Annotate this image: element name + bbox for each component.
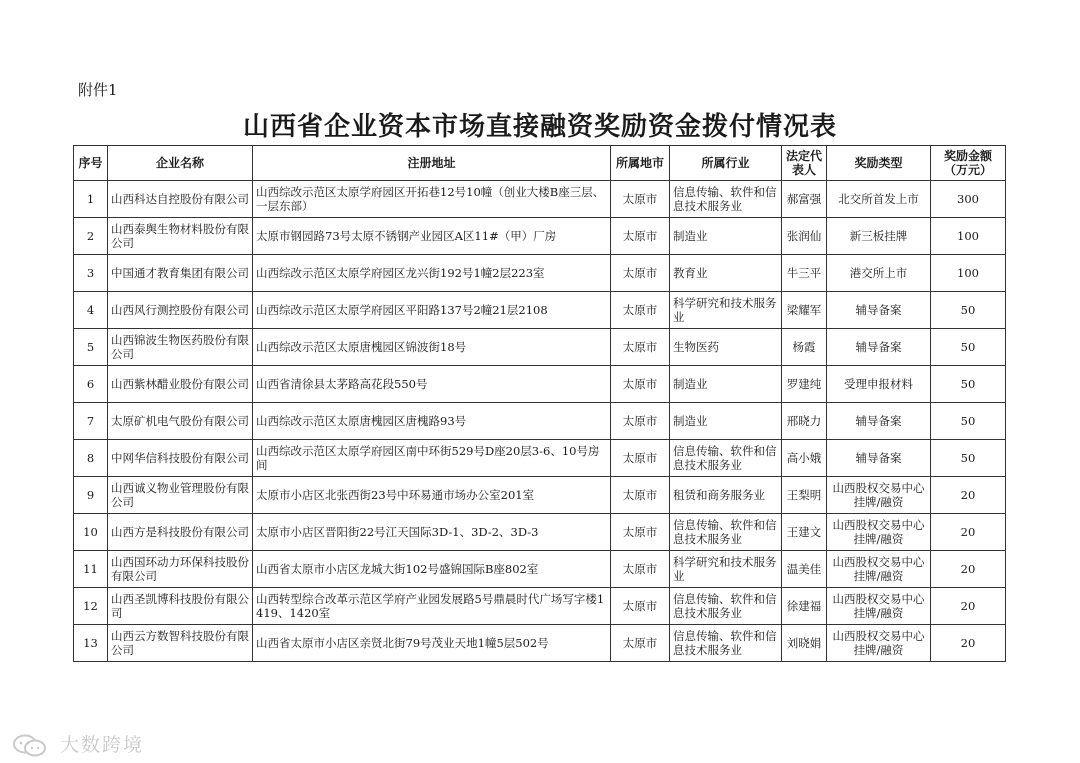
cell-company: 山西泰舆生物材料股份有限公司 [108,218,253,255]
cell-no: 1 [74,181,108,218]
cell-company: 山西方是科技股份有限公司 [108,514,253,551]
cell-city: 太原市 [611,440,670,477]
cell-amount: 50 [931,440,1006,477]
cell-company: 山西紫林醋业股份有限公司 [108,366,253,403]
cell-industry: 信息传输、软件和信息技术服务业 [670,625,782,662]
cell-company: 山西风行测控股份有限公司 [108,292,253,329]
table-row [74,292,1006,329]
table-row [74,588,1006,625]
cell-no: 9 [74,477,108,514]
cell-type: 山西股权交易中心挂牌/融资 [827,588,931,625]
cell-city: 太原市 [611,181,670,218]
cell-rep: 徐建福 [782,588,827,625]
cell-no: 12 [74,588,108,625]
cell-amount: 300 [931,181,1006,218]
reward-table [73,145,1006,662]
cell-city: 太原市 [611,514,670,551]
cell-rep: 王建文 [782,514,827,551]
cell-company: 山西科达自控股份有限公司 [108,181,253,218]
cell-company: 太原矿机电气股份有限公司 [108,403,253,440]
cell-address: 山西转型综合改革示范区学府产业园发展路5号鼎晨时代广场写字楼1419、1420室 [253,588,611,625]
cell-address: 山西综改示范区太原学府园区南中环街529号D座20层3-6、10号房间 [253,440,611,477]
cell-no: 6 [74,366,108,403]
table-row [74,218,1006,255]
cell-address: 山西综改示范区太原学府园区龙兴街192号1幢2层223室 [253,255,611,292]
cell-city: 太原市 [611,366,670,403]
cell-city: 太原市 [611,551,670,588]
cell-industry: 制造业 [670,218,782,255]
cell-type: 山西股权交易中心挂牌/融资 [827,625,931,662]
cell-address: 山西综改示范区太原学府园区平阳路137号2幢21层2108 [253,292,611,329]
cell-company: 山西云方数智科技股份有限公司 [108,625,253,662]
cell-city: 太原市 [611,218,670,255]
cell-industry: 制造业 [670,403,782,440]
cell-type: 北交所首发上市 [827,181,931,218]
cell-address: 山西综改示范区太原唐槐园区锦波街18号 [253,329,611,366]
cell-rep: 郝富强 [782,181,827,218]
cell-rep: 温美佳 [782,551,827,588]
cell-city: 太原市 [611,625,670,662]
cell-type: 辅导备案 [827,440,931,477]
cell-company: 山西国环动力环保科技股份有限公司 [108,551,253,588]
cell-amount: 100 [931,218,1006,255]
cell-rep: 张润仙 [782,218,827,255]
cell-amount: 50 [931,366,1006,403]
cell-no: 2 [74,218,108,255]
table-row [74,255,1006,292]
cell-no: 3 [74,255,108,292]
table-row [74,514,1006,551]
cell-amount: 20 [931,588,1006,625]
cell-city: 太原市 [611,403,670,440]
cell-no: 5 [74,329,108,366]
cell-company: 山西诚义物业管理股份有限公司 [108,477,253,514]
cell-amount: 50 [931,403,1006,440]
table-row [74,403,1006,440]
cell-type: 山西股权交易中心挂牌/融资 [827,477,931,514]
cell-industry: 信息传输、软件和信息技术服务业 [670,181,782,218]
cell-type: 辅导备案 [827,329,931,366]
cell-rep: 杨霞 [782,329,827,366]
cell-type: 山西股权交易中心挂牌/融资 [827,514,931,551]
cell-type: 新三板挂牌 [827,218,931,255]
cell-address: 太原市钢园路73号太原不锈钢产业园区A区11#（甲）厂房 [253,218,611,255]
watermark [12,730,144,758]
table-row [74,477,1006,514]
cell-no: 11 [74,551,108,588]
wechat-logo-icon [12,734,48,758]
cell-company: 山西圣凯博科技股份有限公司 [108,588,253,625]
header-industry: 所属行业 [670,146,782,181]
cell-rep: 高小娥 [782,440,827,477]
header-no: 序号 [74,146,108,181]
cell-no: 7 [74,403,108,440]
header-city: 所属地市 [611,146,670,181]
cell-address: 山西综改示范区太原学府园区开拓巷12号10幢（创业大楼B座三层、一层东部） [253,181,611,218]
cell-city: 太原市 [611,292,670,329]
cell-address: 山西省太原市小店区亲贤北街79号茂业天地1幢5层502号 [253,625,611,662]
cell-industry: 信息传输、软件和信息技术服务业 [670,588,782,625]
table-row [74,366,1006,403]
cell-amount: 20 [931,551,1006,588]
cell-industry: 租赁和商务服务业 [670,477,782,514]
cell-amount: 20 [931,514,1006,551]
document-title: 山西省企业资本市场直接融资奖励资金拨付情况表 [242,112,837,142]
cell-industry: 信息传输、软件和信息技术服务业 [670,514,782,551]
cell-rep: 牛三平 [782,255,827,292]
header-type: 奖励类型 [827,146,931,181]
cell-type: 辅导备案 [827,403,931,440]
cell-industry: 科学研究和技术服务业 [670,551,782,588]
cell-city: 太原市 [611,588,670,625]
header-company: 企业名称 [108,146,253,181]
cell-address: 太原市小店区晋阳街22号江天国际3D-1、3D-2、3D-3 [253,514,611,551]
cell-city: 太原市 [611,329,670,366]
table-row [74,181,1006,218]
cell-no: 10 [74,514,108,551]
table-row [74,625,1006,662]
cell-industry: 信息传输、软件和信息技术服务业 [670,440,782,477]
cell-company: 中网华信科技股份有限公司 [108,440,253,477]
cell-city: 太原市 [611,255,670,292]
header-amount: 奖励金额（万元） [931,146,1006,181]
cell-amount: 50 [931,329,1006,366]
header-address: 注册地址 [253,146,611,181]
cell-address: 山西省太原市小店区龙城大街102号盛锦国际B座802室 [253,551,611,588]
cell-address: 山西综改示范区太原唐槐园区唐槐路93号 [253,403,611,440]
header-rep: 法定代表人 [782,146,827,181]
cell-rep: 罗建纯 [782,366,827,403]
cell-rep: 邢晓力 [782,403,827,440]
table-row [74,551,1006,588]
cell-rep: 刘晓娟 [782,625,827,662]
cell-amount: 50 [931,292,1006,329]
attachment-label: 附件1 [78,81,118,99]
cell-no: 13 [74,625,108,662]
cell-industry: 生物医药 [670,329,782,366]
cell-amount: 20 [931,625,1006,662]
cell-address: 太原市小店区北张西街23号中环易通市场办公室201室 [253,477,611,514]
cell-amount: 20 [931,477,1006,514]
table-row [74,440,1006,477]
cell-industry: 科学研究和技术服务业 [670,292,782,329]
cell-company: 中国通才教育集团有限公司 [108,255,253,292]
cell-address: 山西省清徐县太茅路高花段550号 [253,366,611,403]
cell-industry: 教育业 [670,255,782,292]
cell-amount: 100 [931,255,1006,292]
cell-no: 8 [74,440,108,477]
cell-company: 山西锦波生物医药股份有限公司 [108,329,253,366]
cell-no: 4 [74,292,108,329]
cell-type: 港交所上市 [827,255,931,292]
cell-type: 山西股权交易中心挂牌/融资 [827,551,931,588]
cell-type: 辅导备案 [827,292,931,329]
cell-rep: 王梨明 [782,477,827,514]
cell-industry: 制造业 [670,366,782,403]
table-header-row [74,146,1006,181]
cell-rep: 梁耀军 [782,292,827,329]
table-row [74,329,1006,366]
cell-type: 受理申报材料 [827,366,931,403]
watermark-text: 大数跨境 [60,734,145,756]
cell-city: 太原市 [611,477,670,514]
